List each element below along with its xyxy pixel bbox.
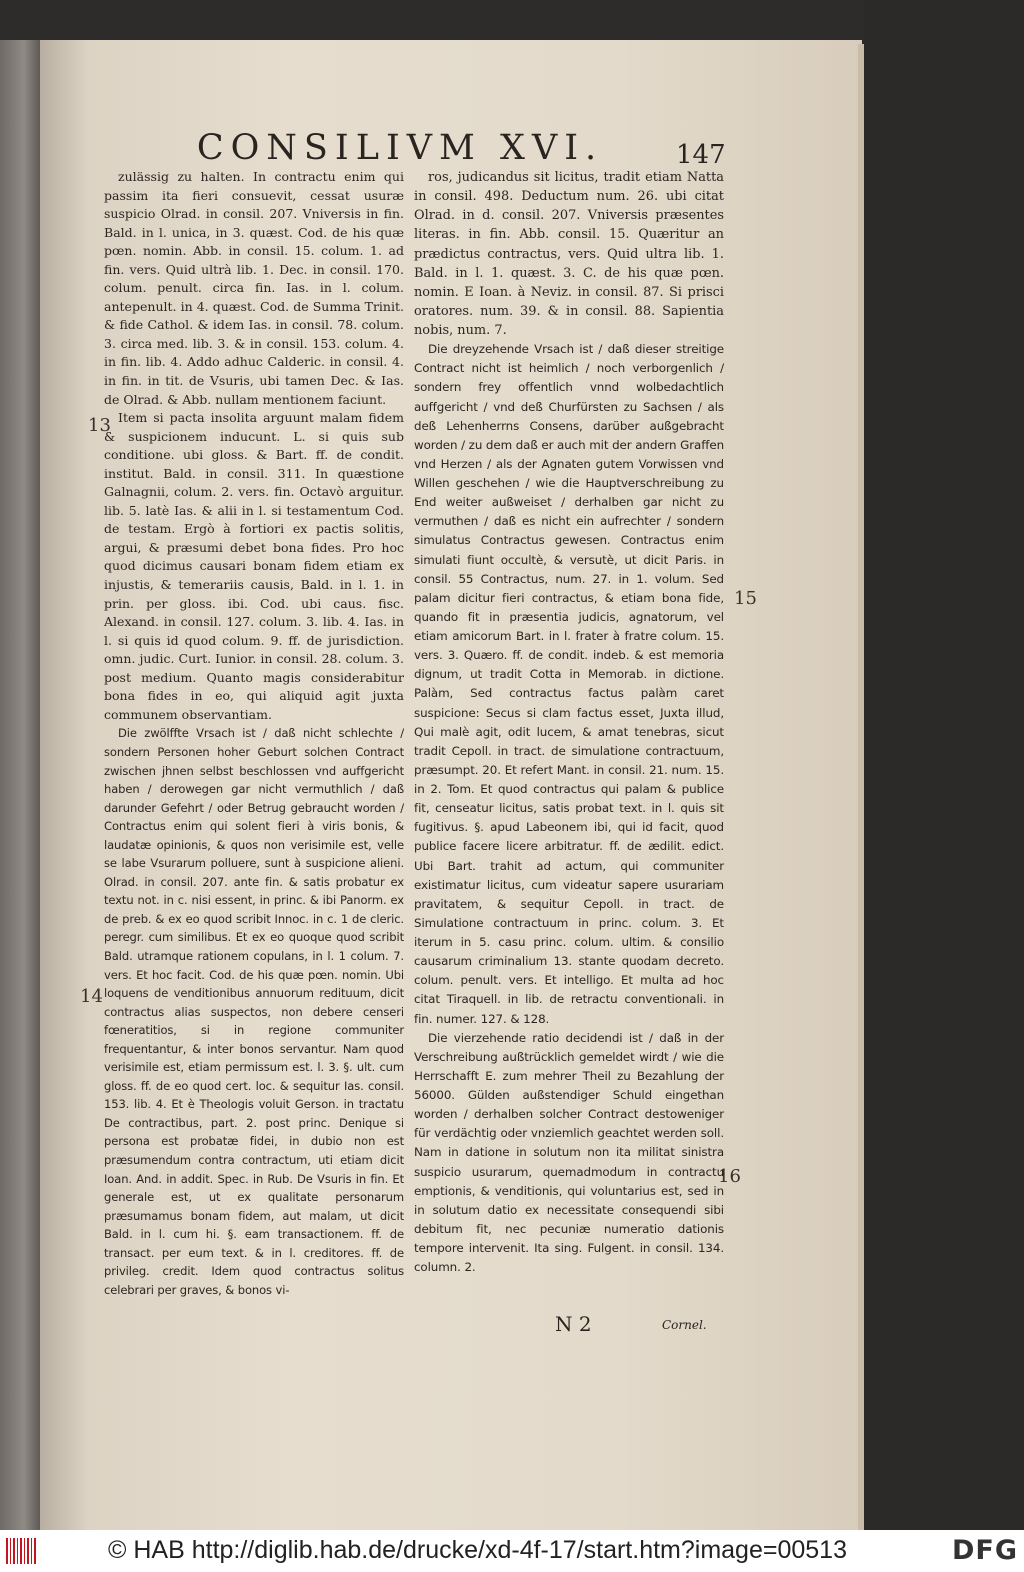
source-link[interactable]: © HAB http://diglib.hab.de/drucke/xd-4f-17/start.htm?image=00513 [108,1536,847,1564]
catchword: Cornel. [662,1318,707,1332]
paragraph: Die vierzehende ratio decidendi ist / daß in der Verschreibung außtrücklich gemeldet wirdt / wie die Herrschafft E. zum mehrer Theil zu Bezahlung der 56000. Gülden außstendiger Schuld eingethan worden / derhalben solcher Contract destoweniger für verdächtig oder vnziemlich geachtet werden soll. Nam in datione in solutum non ita militat sinistra suspicio usurarum, quemadmodum in contractu emptionis, & venditionis, qui voluntarius est, sed in in solutum datio ex necessitate consequendi sibi debitum fit, nec pecuniæ numeratio dationis tempore intervenit. Ita sing. Fulgent. in consil. 134. column. 2. [414,1030,724,1275]
paragraph: Die dreyzehende Vrsach ist / daß dieser streitige Contract nicht ist heimlich / noch verborgenlich / sondern frey offentlich vnnd wolbedachtlich auffgericht / vnd deß Churfürsten zu Sachsen / als deß Lehenherrns Consens, darüber außgebracht worden / zu dem daß er auch mit der andern Graffen vnd Herzen / als der Agnaten gutem Vorwissen vnd Willen geschehen / wie die Hauptverschreibung zu End weiter außweiset / derhalben gar nicht zu vermuthen / daß es nicht ein aufrechter / sondern simulatus Contractus gewesen. Contractus enim simulati fiunt occultè, & versutè, ut dicit Paris. in consil. 55 Contractus, num. 27. in 1. volum. Sed palam dicitur fieri contractus, & etiam bona fide, quando fit in præsentia judicis, agnatorum, vel etiam amicorum Bart. in l. frater à fratre colum. 15. vers. 3. Quæro. ff. de condit. indeb. & est memoria dignum, ut tradit Cotta in Memorab. in dictione. Palàm, Sed contractus factus palàm caret suspicione: Secus si clam factus esset, Juxta illud, Qui malè agit, odit lucem, & amat tenebras, sicut tradit Cepoll. in tract. de simulatione contractuum, præsumpt. 20. Et refert Mant. in consil. 21. num. 15. in 2. Tom. Et quod contractus qui palam & publice fit, censeatur licitus, satis probat text. in l. quis sit fugitivus. §. apud Labeonem ibi, qui id facit, quod publice facere licere arbitratur. ff. de ædilit. edict. Ubi Bart. trahit ad actum, qui communiter existimatur licitus, cum videatur sapere usurariam pravitatem, & sequitur Cepoll. in tract. de Simulatione contractuum in princ. colum. 3. Et iterum in 5. casu princ. colum. ultim. & consilio causarum criminalium 13. stante quodam decreto. colum. penult. vers. Et intelligo. Et multa ad hoc citat Tiraquell. in lib. de retractu conventionali. in fin. numer. 127. & 128. [414,342,724,1026]
paragraph: Die zwölffte Vrsach ist / daß nicht schlechte / sondern Personen hoher Geburt solchen Contract zwischen jhnen selbst beschlossen vnd auffgericht haben / derowegen gar nicht vermuthlich / daß darunder Gefehrt / oder Betrug gebraucht worden / Contractus enim qui solent fieri à viris bonis, & laudatæ opinionis, & quos non verisimile est, velle se labe Vsurarum polluere, sunt à suspicione alieni. Olrad. in consil. 207. ante fin. & satis probatur ex textu not. in c. nisi essent, in princ. & ibi Panorm. ex de preb. & ex eo quod scribit Innoc. in c. 1 de cleric. peregr. cum similibus. Et ex eo quoque quod scribit Bald. utramque rationem copulans, in l. 1 colum. 7. vers. Et hoc facit. Cod. de his quæ pœn. nomin. Ubi loquens de venditionibus annuorum redituum, dicit contractus alias suspectos, non debere censeri fœneratitios, si in regione communiter frequentantur, & inter bonos servantur. Nam quod verisimile est, etiam permissum est. l. 3. §. ult. cum gloss. ff. de eo quod cert. loc. & sequitur Ias. consil. 153. lib. 4. Et è Theologis voluit Gerson. in tractatu De contractibus, part. 2. post princ. Denique si persona est probatæ fidei, in dubio non est præsumendum contra contractum, uti etiam dicit Ioan. And. in addit. Spec. in Rub. De Vsuris in fin. Et generale est, ut ex qualitate personarum præsumamus bonam fidem, aut malam, ut dicit Bald. in l. cum hi. §. eam transactionem. ff. de transact. per eum text. & in l. creditores. ff. de privileg. credit. Idem quod contractus solitus celebrari per graves, & bonos vi- [104,726,404,1297]
paragraph: zulässig zu halten. In contractu enim qui passim ita fieri consuevit, cessat usuræ suspicio Olrad. in consil. 207. Vniversis in fin. Bald. in l. unica, in 3. quæst. Cod. de his quæ pœn. nomin. Abb. in consil. 15. colum. 1. ad fin. vers. Quid ultrà lib. 1. Dec. in consil. 170. colum. penult. circa fin. Ias. in l. colum. antepenult. in 4. quæst. Cod. de Summa Trinit. & fide Cathol. & idem Ias. in consil. 78. colum. 3. circa med. lib. 3. & in consil. 153. colum. 4. in fin. lib. 4. Addo adhuc Calderic. in consil. 4. in fin. in tit. de Vsuris, ubi tamen Dec. & Ias. de Olrad. & Abb. nullam mentionem faciunt. [104,169,404,407]
left-text-column [104,168,404,1299]
scan-background [864,0,1024,1530]
barcode-icon [6,1538,38,1564]
left-page-edge [0,40,40,1530]
running-head: CONSILIVM XVI. [196,128,604,168]
footer-bar [0,1530,1024,1572]
signature-mark: N 2 [555,1312,592,1336]
paragraph: ros, judicandus sit licitus, tradit etiam Natta in consil. 498. Deductum num. 26. ubi citat Olrad. in d. consil. 207. Vniversis præsentes literas. in fin. Abb. consil. 15. Quæritur an prædictus contractus, vers. Quid ultra lib. 1. Bald. in l. 1. quæst. 3. C. de his quæ pœn. nomin. E Ioan. à Neviz. in consil. 87. Si prisci oratores. num. 39. & in consil. 88. Sapientia nobis, num. 7. [414,170,724,338]
margin-number: 16 [718,1166,741,1187]
margin-number: 14 [80,986,103,1007]
margin-number: 13 [88,415,111,436]
margin-number: 15 [734,588,757,609]
right-text-column [414,168,724,1277]
page-number: 147 [676,140,726,170]
dfg-logo: DFG [951,1535,1018,1566]
paragraph: Item si pacta insolita arguunt malam fidem & suspicionem inducunt. L. si quis sub conditione. ubi gloss. & Bart. ff. de condit. institut. Bald. in consil. 311. In quæstione Galnagnii, colum. 2. vers. fin. Octavò arguitur. lib. 5. latè Ias. & alii in l. si testamentum Cod. de testam. Ergò à fortiori ex pactis solitis, argui, & præsumi debet bona fides. Pro hoc quod dicimus causari bonam fidem etiam ex injustis, & temerariis causis, Bald. in l. 1. in prin. per gloss. ibi. Cod. ubi caus. fisc. Alexand. in consil. 127. colum. 3. lib. 4. Ias. in l. si quis id quod colum. 9. ff. de jurisdiction. omn. judic. Curt. Iunior. in consil. 28. colum. 3. post medium. Quanto magis considerabitur bona fides in eo, qui aliquid agit juxta communem observantiam. [104,410,404,722]
